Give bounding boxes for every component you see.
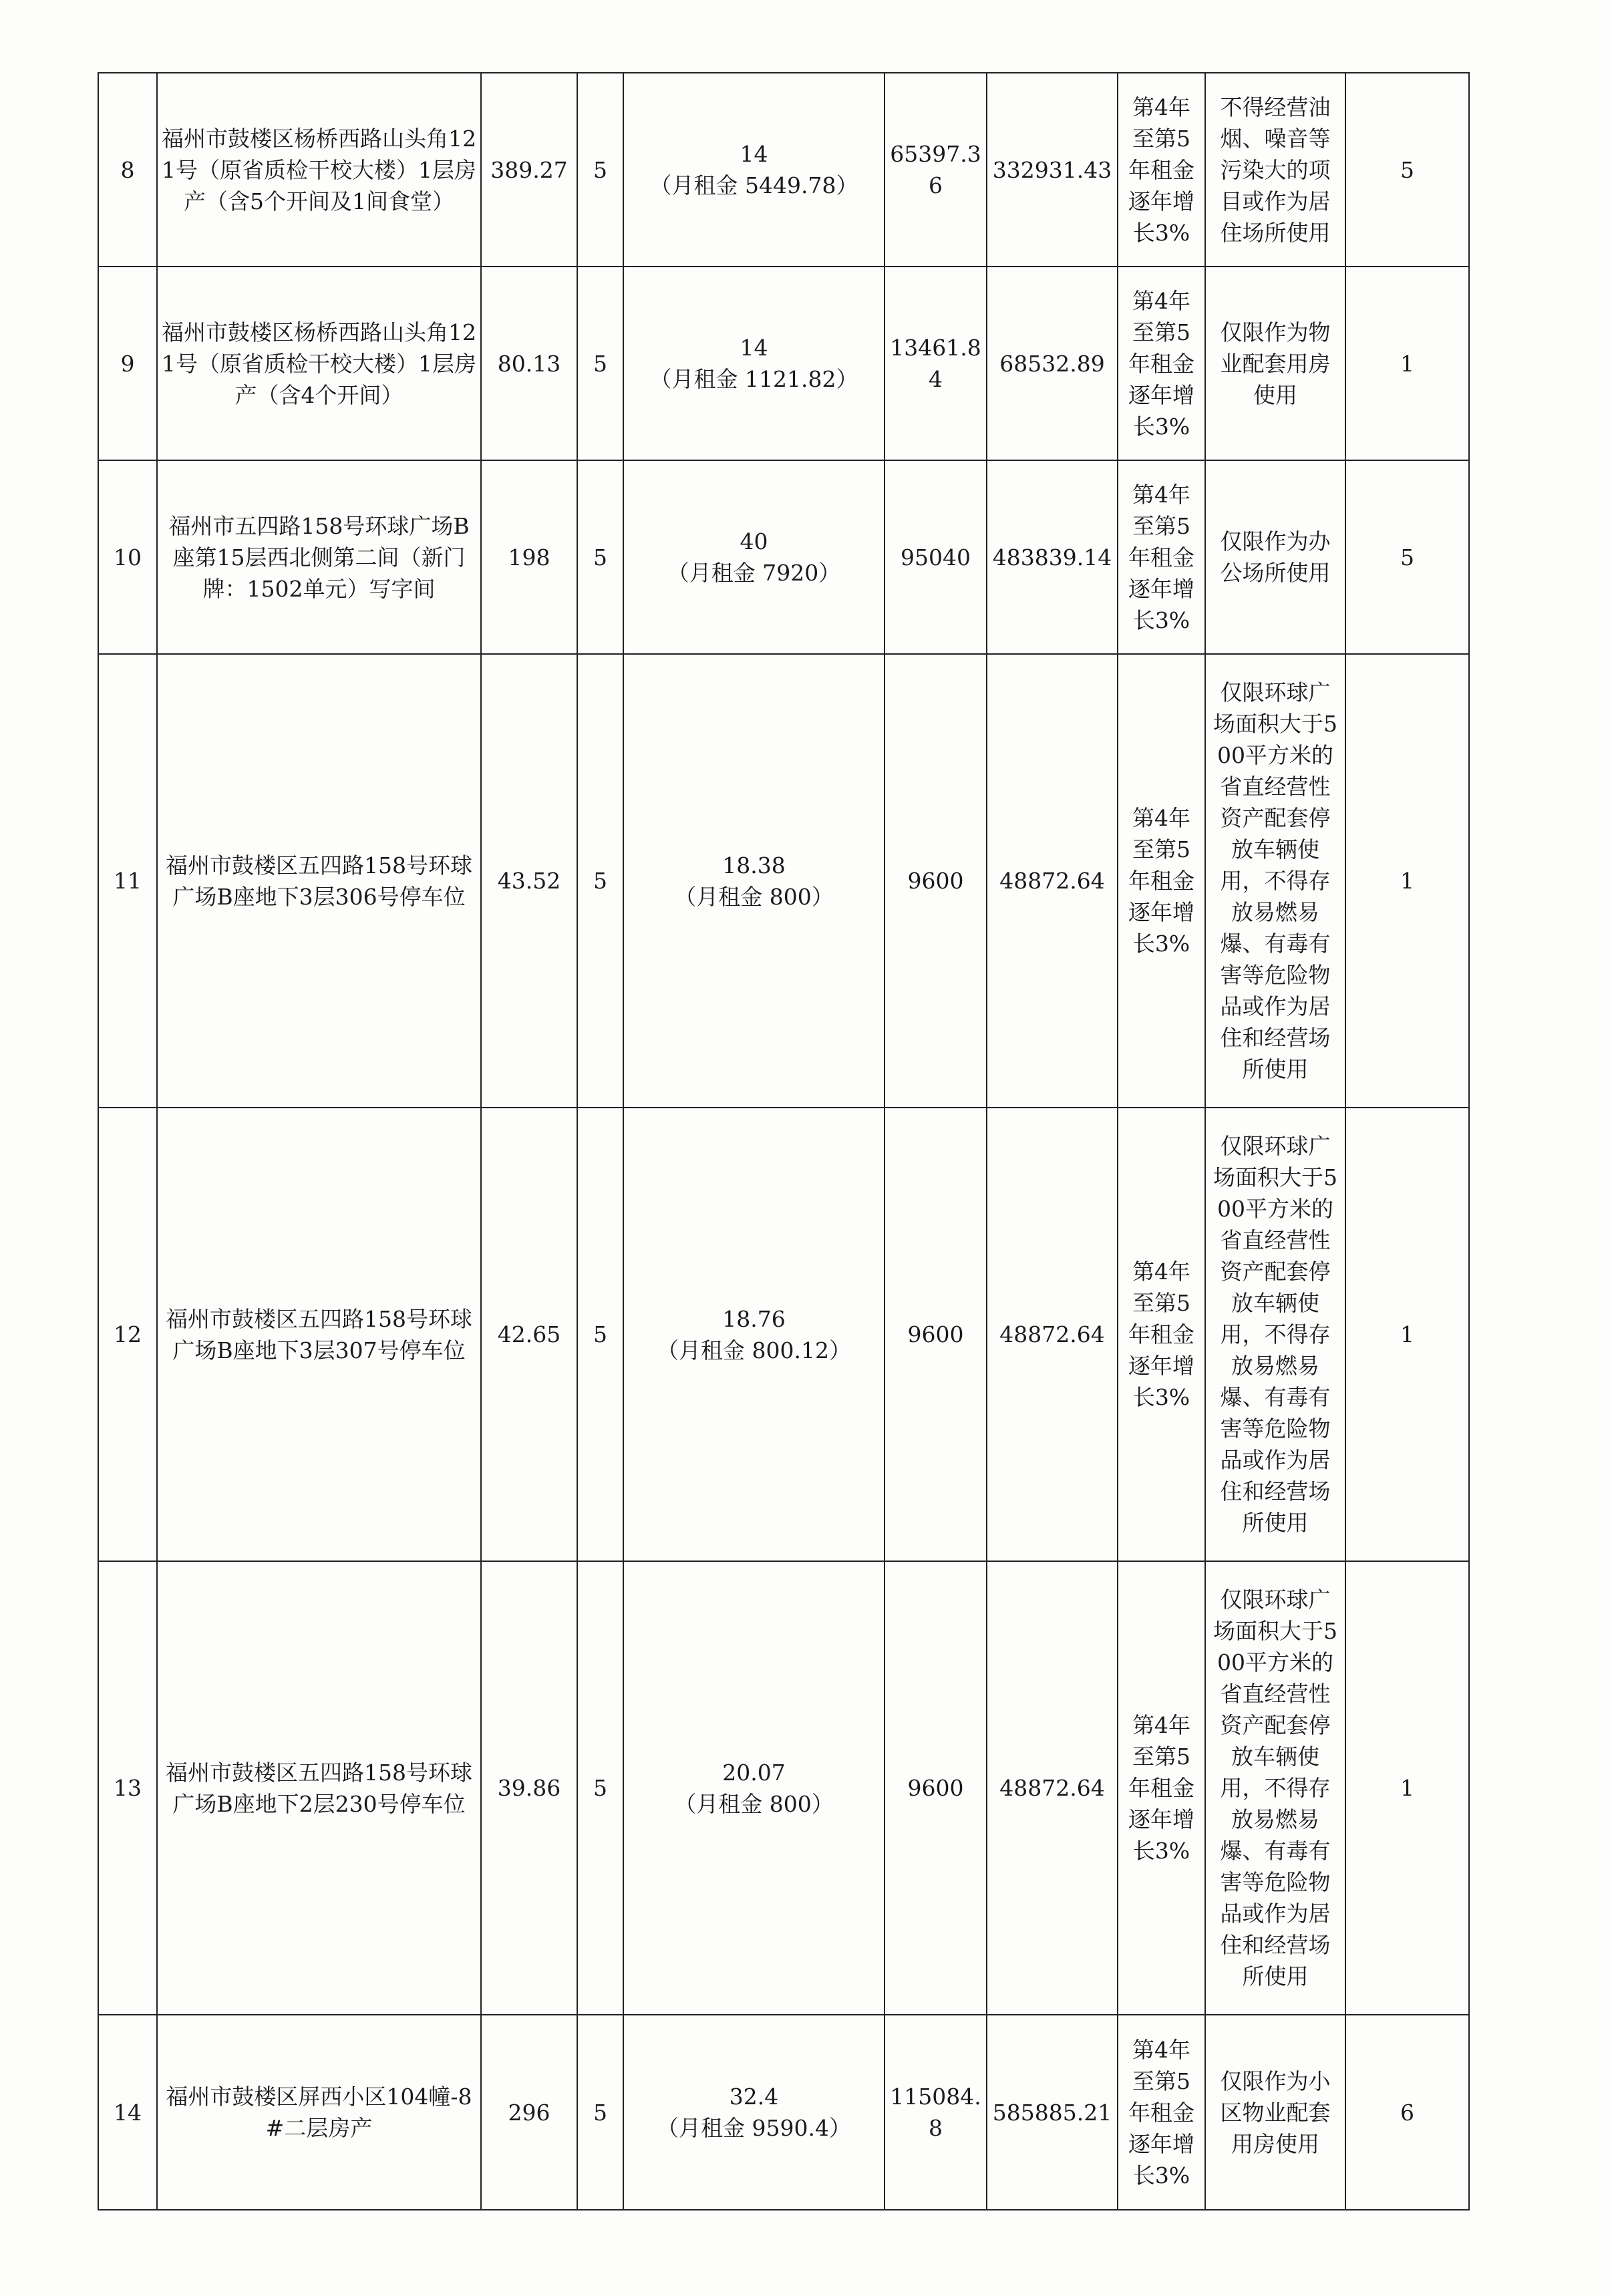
table-row [98, 1561, 1469, 2015]
deposit: 5 [1345, 73, 1469, 267]
annual-rent: 13461.84 [884, 267, 987, 460]
deposit: 1 [1345, 267, 1469, 460]
row-number: 9 [98, 267, 157, 460]
unit-price: 18.38 [722, 852, 786, 878]
property-address: 福州市鼓楼区五四路158号环球广场B座地下3层307号停车位 [157, 1108, 481, 1561]
area: 43.52 [481, 654, 577, 1108]
area: 39.86 [481, 1561, 577, 2015]
annual-rent: 9600 [884, 654, 987, 1108]
usage-restriction: 仅限作为小区物业配套用房使用 [1205, 2015, 1345, 2210]
row-number: 10 [98, 460, 157, 654]
property-address: 福州市鼓楼区屏西小区104幢-8#二层房产 [157, 2015, 481, 2210]
deposit: 6 [1345, 2015, 1469, 2210]
deposit: 1 [1345, 654, 1469, 1108]
usage-restriction: 仅限作为物业配套用房使用 [1205, 267, 1345, 460]
property-address: 福州市鼓楼区五四路158号环球广场B座地下2层230号停车位 [157, 1561, 481, 2015]
monthly-rent: （月租金 1121.82） [649, 366, 858, 392]
rent-increase: 第4年至第5年租金逐年增长3% [1118, 460, 1205, 654]
deposit: 5 [1345, 460, 1469, 654]
usage-restriction: 仅限环球广场面积大于500平方米的省直经营性资产配套停放车辆使用，不得存放易燃易爆、有毒有害等危险物品或作为居住和经营场所使用 [1205, 1108, 1345, 1561]
monthly-rent: （月租金 800） [674, 1790, 834, 1817]
lease-years: 5 [577, 73, 623, 267]
row-number: 14 [98, 2015, 157, 2210]
table-row [98, 654, 1469, 1108]
unit-price-cell [623, 654, 884, 1108]
annual-rent: 9600 [884, 1108, 987, 1561]
monthly-rent: （月租金 5449.78） [649, 172, 858, 198]
total-rent: 48872.64 [987, 1561, 1118, 2015]
lease-years: 5 [577, 2015, 623, 2210]
deposit: 1 [1345, 1108, 1469, 1561]
monthly-rent: （月租金 800.12） [657, 1337, 851, 1363]
annual-rent: 65397.36 [884, 73, 987, 267]
lease-years: 5 [577, 460, 623, 654]
total-rent: 483839.14 [987, 460, 1118, 654]
table-row [98, 267, 1469, 460]
lease-years: 5 [577, 654, 623, 1108]
lease-years: 5 [577, 1108, 623, 1561]
usage-restriction: 仅限环球广场面积大于500平方米的省直经营性资产配套停放车辆使用，不得存放易燃易爆、有毒有害等危险物品或作为居住和经营场所使用 [1205, 654, 1345, 1108]
unit-price: 40 [740, 528, 768, 554]
annual-rent: 115084.8 [884, 2015, 987, 2210]
rent-increase: 第4年至第5年租金逐年增长3% [1118, 1561, 1205, 2015]
usage-restriction: 仅限作为办公场所使用 [1205, 460, 1345, 654]
area: 296 [481, 2015, 577, 2210]
table-row [98, 460, 1469, 654]
rent-increase: 第4年至第5年租金逐年增长3% [1118, 1108, 1205, 1561]
lease-years: 5 [577, 1561, 623, 2015]
property-address: 福州市鼓楼区五四路158号环球广场B座地下3层306号停车位 [157, 654, 481, 1108]
table-row [98, 73, 1469, 267]
rent-increase: 第4年至第5年租金逐年增长3% [1118, 73, 1205, 267]
unit-price-cell [623, 1561, 884, 2015]
deposit: 1 [1345, 1561, 1469, 2015]
rent-increase: 第4年至第5年租金逐年增长3% [1118, 654, 1205, 1108]
property-address: 福州市鼓楼区杨桥西路山头角121号（原省质检干校大楼）1层房产（含5个开间及1间食堂） [157, 73, 481, 267]
table-row [98, 2015, 1469, 2210]
monthly-rent: （月租金 800） [674, 883, 834, 910]
area: 198 [481, 460, 577, 654]
row-number: 13 [98, 1561, 157, 2015]
area: 42.65 [481, 1108, 577, 1561]
area: 389.27 [481, 73, 577, 267]
property-address: 福州市鼓楼区杨桥西路山头角121号（原省质检干校大楼）1层房产（含4个开间） [157, 267, 481, 460]
rent-increase: 第4年至第5年租金逐年增长3% [1118, 2015, 1205, 2210]
unit-price: 18.76 [722, 1305, 786, 1332]
unit-price-cell [623, 1108, 884, 1561]
unit-price-cell [623, 460, 884, 654]
area: 80.13 [481, 267, 577, 460]
annual-rent: 95040 [884, 460, 987, 654]
unit-price-cell [623, 2015, 884, 2210]
total-rent: 585885.21 [987, 2015, 1118, 2210]
monthly-rent: （月租金 9590.4） [657, 2115, 851, 2141]
lease-table [98, 72, 1470, 2210]
unit-price-cell [623, 267, 884, 460]
monthly-rent: （月租金 7920） [667, 560, 841, 586]
row-number: 11 [98, 654, 157, 1108]
usage-restriction: 不得经营油烟、噪音等污染大的项目或作为居住场所使用 [1205, 73, 1345, 267]
total-rent: 332931.43 [987, 73, 1118, 267]
unit-price: 32.4 [729, 2084, 779, 2110]
rent-increase: 第4年至第5年租金逐年增长3% [1118, 267, 1205, 460]
unit-price: 14 [740, 335, 768, 361]
unit-price-cell [623, 73, 884, 267]
unit-price: 14 [740, 141, 768, 167]
total-rent: 48872.64 [987, 654, 1118, 1108]
row-number: 8 [98, 73, 157, 267]
total-rent: 48872.64 [987, 1108, 1118, 1561]
property-address: 福州市五四路158号环球广场B座第15层西北侧第二间（新门牌：1502单元）写字间 [157, 460, 481, 654]
annual-rent: 9600 [884, 1561, 987, 2015]
usage-restriction: 仅限环球广场面积大于500平方米的省直经营性资产配套停放车辆使用，不得存放易燃易爆、有毒有害等危险物品或作为居住和经营场所使用 [1205, 1561, 1345, 2015]
lease-years: 5 [577, 267, 623, 460]
unit-price: 20.07 [722, 1759, 786, 1786]
total-rent: 68532.89 [987, 267, 1118, 460]
table-row [98, 1108, 1469, 1561]
row-number: 12 [98, 1108, 157, 1561]
